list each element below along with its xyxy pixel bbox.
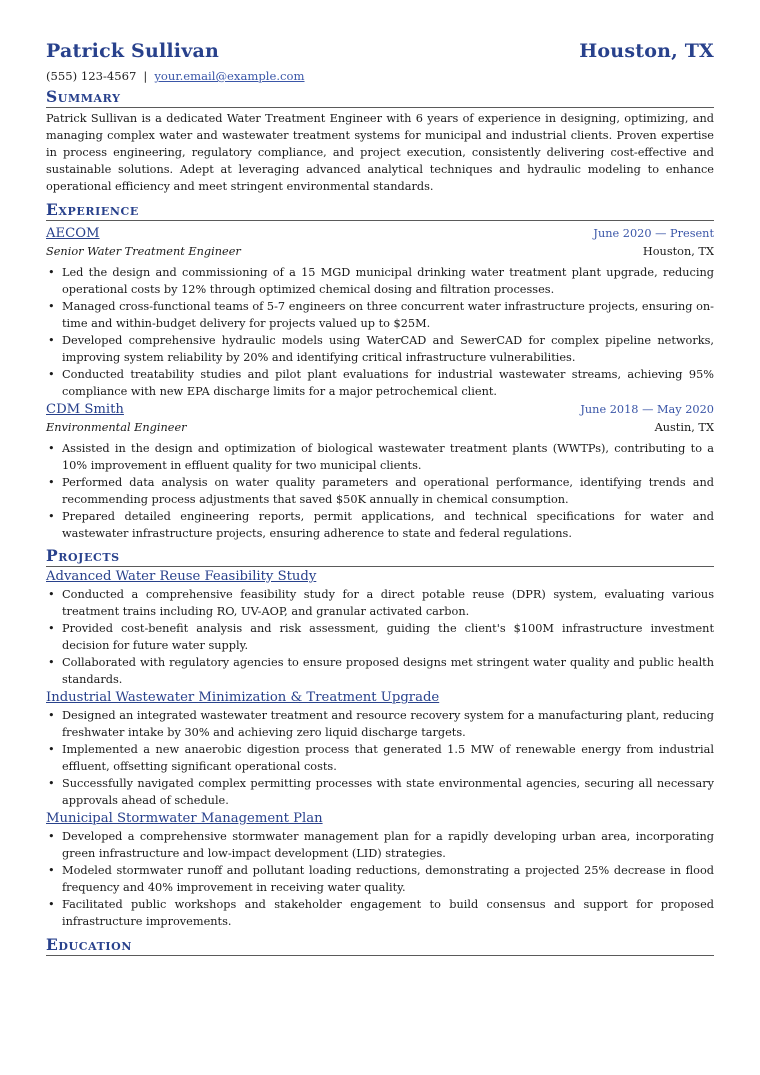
candidate-location: Houston, TX <box>579 40 714 62</box>
job-dates: June 2020 — Present <box>593 227 714 240</box>
contact-separator: | <box>143 69 148 83</box>
bullet-item: • Assisted in the design and optimization of biological wastewater treatment plants (WWTPs), contributing to a 10% improvement in effluent quality for two municipal clients. <box>46 440 714 474</box>
contact-line <box>46 69 714 86</box>
bullet-item: • Developed a comprehensive stormwater management plan for a rapidly developing urban area, incorporating green infrastructure and low-impact development (LID) strategies. <box>46 828 714 862</box>
job-dates: June 2018 — May 2020 <box>580 403 714 416</box>
summary-text: Patrick Sullivan is a dedicated Water Treatment Engineer with 6 years of experience in designing, optimizing, and managing complex water and wastewater treatment systems for municipal and industrial clients. Proven expertise in process engineering, regulatory compliance, and project execution, consistently delivering cost-effective and sustainable solutions. Adept at leveraging advanced analytical techniques and hydraulic modeling to enhance operational efficiency and meet stringent environmental standards. <box>46 112 714 193</box>
bullet-item: • Facilitated public workshops and stakeholder engagement to build consensus and support for proposed infrastructure improvements. <box>46 896 714 930</box>
bullet-item: • Provided cost-benefit analysis and risk assessment, guiding the client's $100M infrastructure investment decision for future water supply. <box>46 620 714 654</box>
job-bullets <box>46 440 714 542</box>
project-entry <box>46 689 714 809</box>
project-title-link[interactable]: Industrial Wastewater Minimization & Treatment Upgrade <box>46 690 440 705</box>
job-entry <box>46 224 714 400</box>
bullet-item: • Managed cross-functional teams of 5-7 engineers on three concurrent water infrastructure projects, ensuring on-time and within-budget delivery for projects valued up to $25M. <box>46 298 714 332</box>
bullet-item: • Conducted treatability studies and pilot plant evaluations for industrial wastewater streams, achieving 95% compliance with new EPA discharge limits for a major petrochemical client. <box>46 366 714 400</box>
bullet-item: • Led the design and commissioning of a 15 MGD municipal drinking water treatment plant upgrade, reducing operational costs by 12% through optimized chemical dosing and filtration processes. <box>46 264 714 298</box>
bullet-item: • Designed an integrated wastewater treatment and resource recovery system for a manufacturing plant, reducing freshwater intake by 30% and achieving zero liquid discharge targets. <box>46 707 714 741</box>
bullet-item: • Collaborated with regulatory agencies to ensure proposed designs met stringent water quality and public health standards. <box>46 654 714 688</box>
job-title: Senior Water Treatment Engineer <box>46 245 241 258</box>
project-bullets <box>46 586 714 688</box>
project-title-link[interactable]: Advanced Water Reuse Feasibility Study <box>46 569 317 584</box>
job-location: Austin, TX <box>654 421 714 434</box>
project-title-link[interactable]: Municipal Stormwater Management Plan <box>46 811 323 826</box>
resume-header <box>46 40 714 66</box>
project-entry <box>46 568 714 688</box>
job-title: Environmental Engineer <box>46 421 187 434</box>
job-subheader <box>46 419 714 436</box>
bullet-item: • Prepared detailed engineering reports, permit applications, and technical specifications for water and wastewater infrastructure projects, ensuring adherence to state and federal regulations. <box>46 508 714 542</box>
candidate-name: Patrick Sullivan <box>46 40 219 62</box>
project-bullets <box>46 828 714 930</box>
bullet-item: • Successfully navigated complex permitting processes with state environmental agencies, securing all necessary approvals ahead of schedule. <box>46 775 714 809</box>
job-header <box>46 400 714 419</box>
section-heading-education: Education <box>46 936 714 956</box>
phone-number: (555) 123-4567 <box>46 69 137 83</box>
project-entry <box>46 810 714 930</box>
bullet-item: • Developed comprehensive hydraulic models using WaterCAD and SewerCAD for complex pipeline networks, improving system reliability by 20% and identifying critical infrastructure vulnerabilities. <box>46 332 714 366</box>
job-entry <box>46 400 714 542</box>
section-heading-projects: Projects <box>46 547 714 567</box>
job-header <box>46 224 714 243</box>
section-heading-summary: Summary <box>46 88 714 108</box>
job-location: Houston, TX <box>642 245 714 258</box>
email-link[interactable]: your.email@example.com <box>154 69 305 83</box>
bullet-item: • Modeled stormwater runoff and pollutant loading reductions, demonstrating a projected 25% decrease in flood frequency and 40% improvement in receiving water quality. <box>46 862 714 896</box>
bullet-item: • Implemented a new anaerobic digestion process that generated 1.5 MW of renewable energy from industrial effluent, offsetting significant operational costs. <box>46 741 714 775</box>
section-heading-experience: Experience <box>46 201 714 221</box>
job-bullets <box>46 264 714 400</box>
job-subheader <box>46 243 714 260</box>
project-bullets <box>46 707 714 809</box>
bullet-item: • Conducted a comprehensive feasibility study for a direct potable reuse (DPR) system, evaluating various treatment trains including RO, UV-AOP, and granular activated carbon. <box>46 586 714 620</box>
company-link[interactable]: AECOM <box>46 226 100 241</box>
company-link[interactable]: CDM Smith <box>46 402 124 417</box>
bullet-item: • Performed data analysis on water quality parameters and operational performance, identifying trends and recommending process adjustments that saved $50K annually in chemical consumption. <box>46 474 714 508</box>
resume-page <box>46 40 714 956</box>
